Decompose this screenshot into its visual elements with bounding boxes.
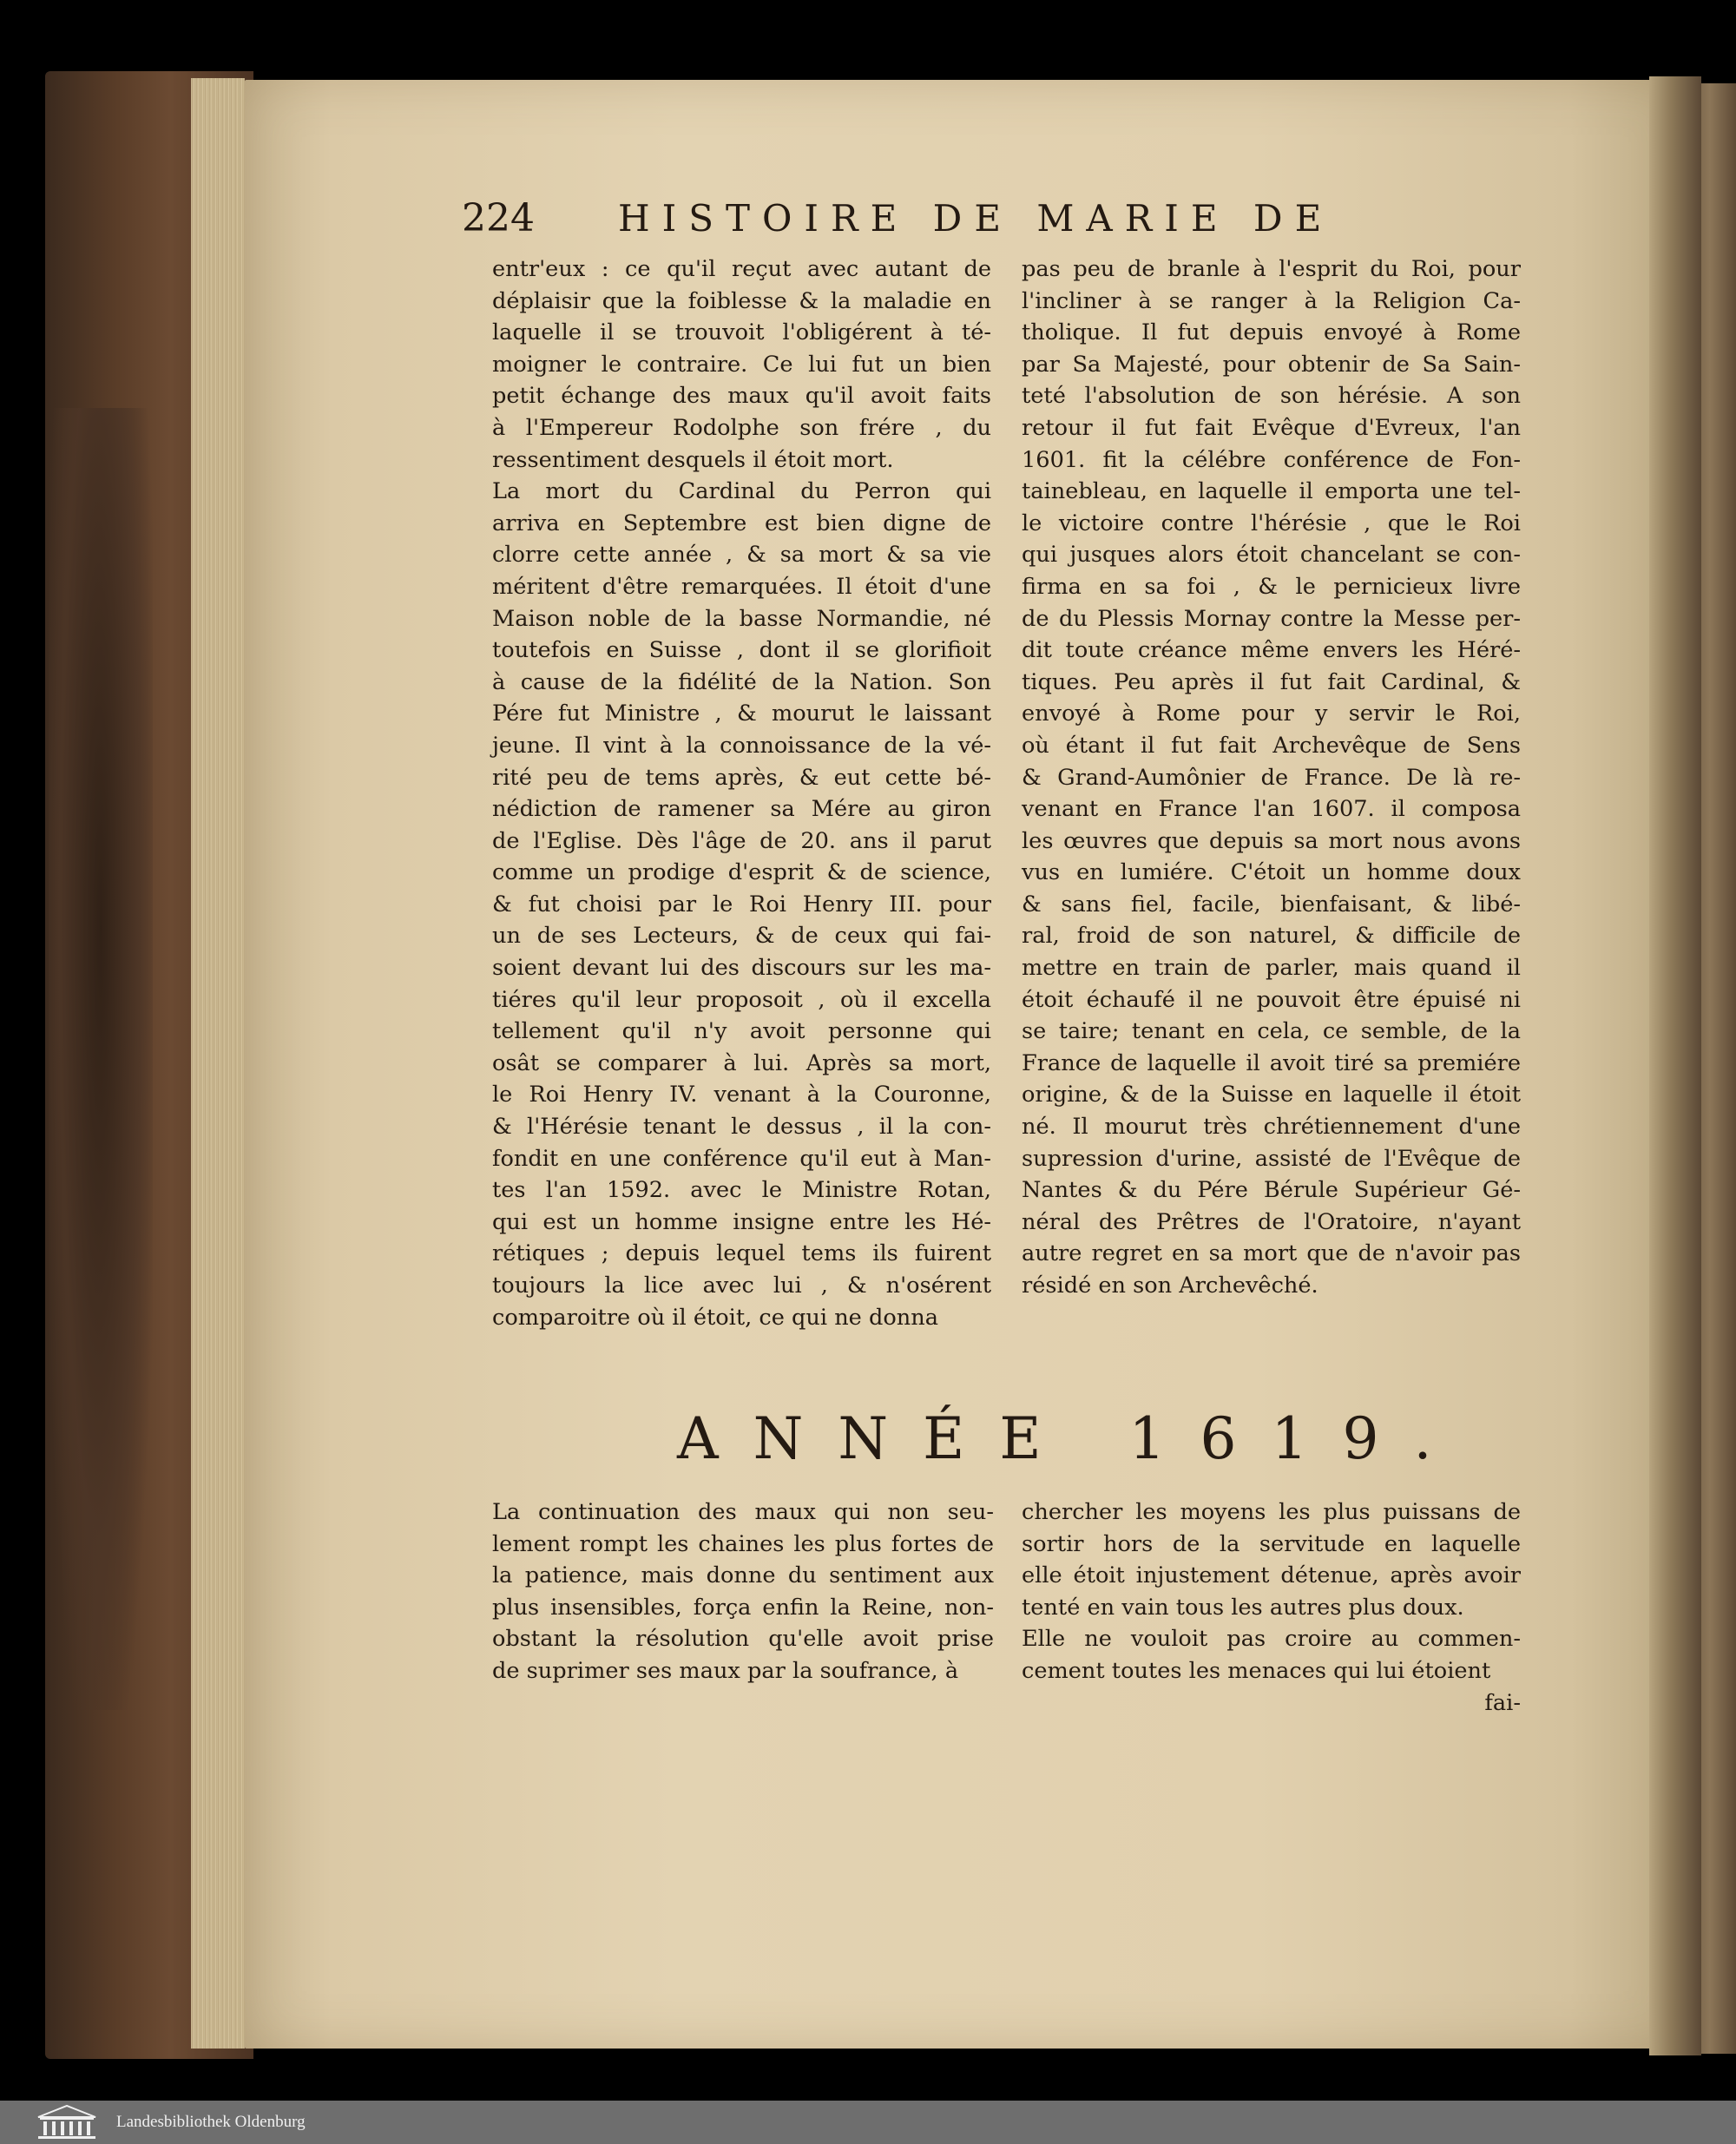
- text-line: rétiques ; depuis lequel tems ils fuirent: [492, 1240, 991, 1267]
- text-line: toutefois en Suisse , dont il se glorifioit: [492, 637, 991, 664]
- text-line: osât se comparer à lui. Après sa mort,: [492, 1049, 991, 1076]
- text-line: mettre en train de parler, mais quand il: [1022, 955, 1521, 982]
- text-line: se taire; tenant en cela, ce semble, de la: [1022, 1018, 1521, 1045]
- text-line: qui est un homme insigne entre les Hé-: [492, 1208, 991, 1235]
- text-line: Pére fut Ministre , & mourut le laissant: [492, 700, 991, 727]
- library-footer-bar: [0, 2101, 1736, 2144]
- text-line: résidé en son Archevêché.: [1022, 1273, 1318, 1299]
- text-line: Elle ne vouloit pas croire au commen-: [1022, 1626, 1521, 1653]
- text-column-bottom-left: [492, 1496, 994, 1687]
- library-name: Landesbibliothek Oldenburg: [116, 2113, 306, 2131]
- text-line: le Roi Henry IV. venant à la Couronne,: [492, 1082, 991, 1108]
- text-line: moigner le contraire. Ce lui fut un bien: [492, 351, 991, 378]
- text-line: & Grand-Aumônier de France. De là re-: [1022, 764, 1521, 791]
- text-line: néral des Prêtres de l'Oratoire, n'ayant: [1022, 1208, 1521, 1235]
- cover-stain: [49, 408, 153, 1710]
- text-line: où étant il fut fait Archevêque de Sens: [1022, 732, 1521, 759]
- page-gutter: [1649, 76, 1701, 2055]
- text-line: tenté en vain tous les autres plus doux.: [1022, 1594, 1464, 1621]
- text-line: 1601. fit la célébre conférence de Fon-: [1022, 446, 1521, 473]
- text-line: elle étoit injustement détenue, après avoir: [1022, 1562, 1521, 1589]
- text-line: les œuvres que depuis sa mort nous avons: [1022, 827, 1521, 854]
- text-line: ral, froid de son naturel, & difficile de: [1022, 923, 1521, 950]
- text-line: Nantes & du Pére Bérule Supérieur Gé-: [1022, 1177, 1521, 1204]
- text-line: toujours la lice avec lui , & n'osérent: [492, 1273, 991, 1299]
- text-line: envoyé à Rome pour y servir le Roi,: [1022, 700, 1521, 727]
- text-line: tes l'an 1592. avec le Ministre Rotan,: [492, 1177, 991, 1204]
- text-line: origine, & de la Suisse en laquelle il étoit: [1022, 1082, 1521, 1108]
- library-building-icon: [35, 2103, 99, 2141]
- text-line: jeune. Il vint à la connoissance de la vé-: [492, 732, 991, 759]
- text-column-top-right: [1022, 253, 1521, 1302]
- text-line: dit toute créance même envers les Héré-: [1022, 637, 1521, 664]
- text-line: firma en sa foi , & le pernicieux livre: [1022, 573, 1521, 600]
- text-line: La mort du Cardinal du Perron qui: [492, 478, 991, 505]
- text-line: méritent d'être remarquées. Il étoit d'une: [492, 573, 991, 600]
- text-line: qui jusques alors étoit chancelant se con-: [1022, 542, 1521, 569]
- text-line: à cause de la fidélité de la Nation. Son: [492, 668, 991, 695]
- text-line: de du Plessis Mornay contre la Messe per-: [1022, 605, 1521, 632]
- text-line: soient devant lui des discours sur les ma-: [492, 955, 991, 982]
- page-number: 224: [462, 196, 535, 240]
- text-line: né. Il mourut très chrétiennement d'une: [1022, 1114, 1521, 1141]
- text-line: tiques. Peu après il fut fait Cardinal, &: [1022, 668, 1521, 695]
- text-line: obstant la résolution qu'elle avoit prise: [492, 1626, 994, 1653]
- text-line: tholique. Il fut depuis envoyé à Rome: [1022, 319, 1521, 346]
- text-line: vus en lumiére. C'étoit un homme doux: [1022, 859, 1521, 886]
- text-line: lement rompt les chaines les plus fortes de: [492, 1530, 994, 1557]
- text-line: venant en France l'an 1607. il composa: [1022, 796, 1521, 823]
- text-line: retour il fut fait Evêque d'Evreux, l'an: [1022, 414, 1521, 441]
- text-line: le victoire contre l'hérésie , que le Roi: [1022, 510, 1521, 536]
- text-line: la patience, mais donne du sentiment aux: [492, 1562, 994, 1589]
- text-line: autre regret en sa mort que de n'avoir pas: [1022, 1240, 1521, 1267]
- text-line: pas peu de branle à l'esprit du Roi, pour: [1022, 256, 1521, 282]
- text-line: un de ses Lecteurs, & de ceux qui fai-: [492, 923, 991, 950]
- running-head: HISTOIRE DE MARIE DE: [618, 197, 1334, 240]
- text-line: cement toutes les menaces qui lui étoient: [1022, 1657, 1491, 1684]
- text-line: à l'Empereur Rodolphe son frére , du: [492, 414, 991, 441]
- text-column-top-left: [492, 253, 991, 1333]
- text-line: par Sa Majesté, pour obtenir de Sa Sain-: [1022, 351, 1521, 378]
- text-line: & sans fiel, facile, bienfaisant, & libé-: [1022, 891, 1521, 917]
- text-column-bottom-right: [1022, 1496, 1521, 1719]
- text-line: l'incliner à se ranger à la Religion Ca-: [1022, 287, 1521, 314]
- text-line: tainebleau, en laquelle il emporta une tel-: [1022, 478, 1521, 505]
- text-line: plus insensibles, força enfin la Reine, non-: [492, 1594, 994, 1621]
- text-line: teté l'absolution de son hérésie. A son: [1022, 383, 1521, 410]
- text-line: Maison noble de la basse Normandie, né: [492, 605, 991, 632]
- text-line: clorre cette année , & sa mort & sa vie: [492, 542, 991, 569]
- text-line: sortir hors de la servitude en laquelle: [1022, 1530, 1521, 1557]
- text-line: de l'Eglise. Dès l'âge de 20. ans il parut: [492, 827, 991, 854]
- text-line: comme un prodige d'esprit & de science,: [492, 859, 991, 886]
- text-line: arriva en Septembre est bien digne de: [492, 510, 991, 536]
- text-line: rité peu de tems après, & eut cette bé-: [492, 764, 991, 791]
- text-line: petit échange des maux qu'il avoit faits: [492, 383, 991, 410]
- text-line: supression d'urine, assisté de l'Evêque de: [1022, 1145, 1521, 1172]
- text-line: tellement qu'il n'y avoit personne qui: [492, 1018, 991, 1045]
- text-line: entr'eux : ce qu'il reçut avec autant de: [492, 256, 991, 282]
- page-edges: [191, 78, 245, 2049]
- text-line: tiéres qu'il leur proposoit , où il excella: [492, 986, 991, 1013]
- text-line: chercher les moyens les plus puissans de: [1022, 1499, 1521, 1525]
- text-line: laquelle il se trouvoit l'obligérent à té-: [492, 319, 991, 346]
- text-line: ressentiment desquels il étoit mort.: [492, 446, 894, 473]
- text-line: France de laquelle il avoit tiré sa premiére: [1022, 1049, 1521, 1076]
- text-line: étoit échaufé il ne pouvoit être épuisé ni: [1022, 986, 1521, 1013]
- text-line: & l'Hérésie tenant le dessus , il la con-: [492, 1114, 991, 1141]
- catchword: fai-: [1484, 1689, 1521, 1716]
- text-line: & fut choisi par le Roi Henry III. pour: [492, 891, 991, 917]
- text-line: déplaisir que la foiblesse & la maladie en: [492, 287, 991, 314]
- text-line: La continuation des maux qui non seu-: [492, 1499, 994, 1525]
- text-line: fondit en une conférence qu'il eut à Man-: [492, 1145, 991, 1172]
- text-line: nédiction de ramener sa Mére au giron: [492, 796, 991, 823]
- text-line: de suprimer ses maux par la soufrance, à: [492, 1657, 959, 1684]
- text-line: comparoitre où il étoit, ce qui ne donna: [492, 1304, 938, 1331]
- section-title: ANNÉE 1619.: [677, 1405, 1467, 1472]
